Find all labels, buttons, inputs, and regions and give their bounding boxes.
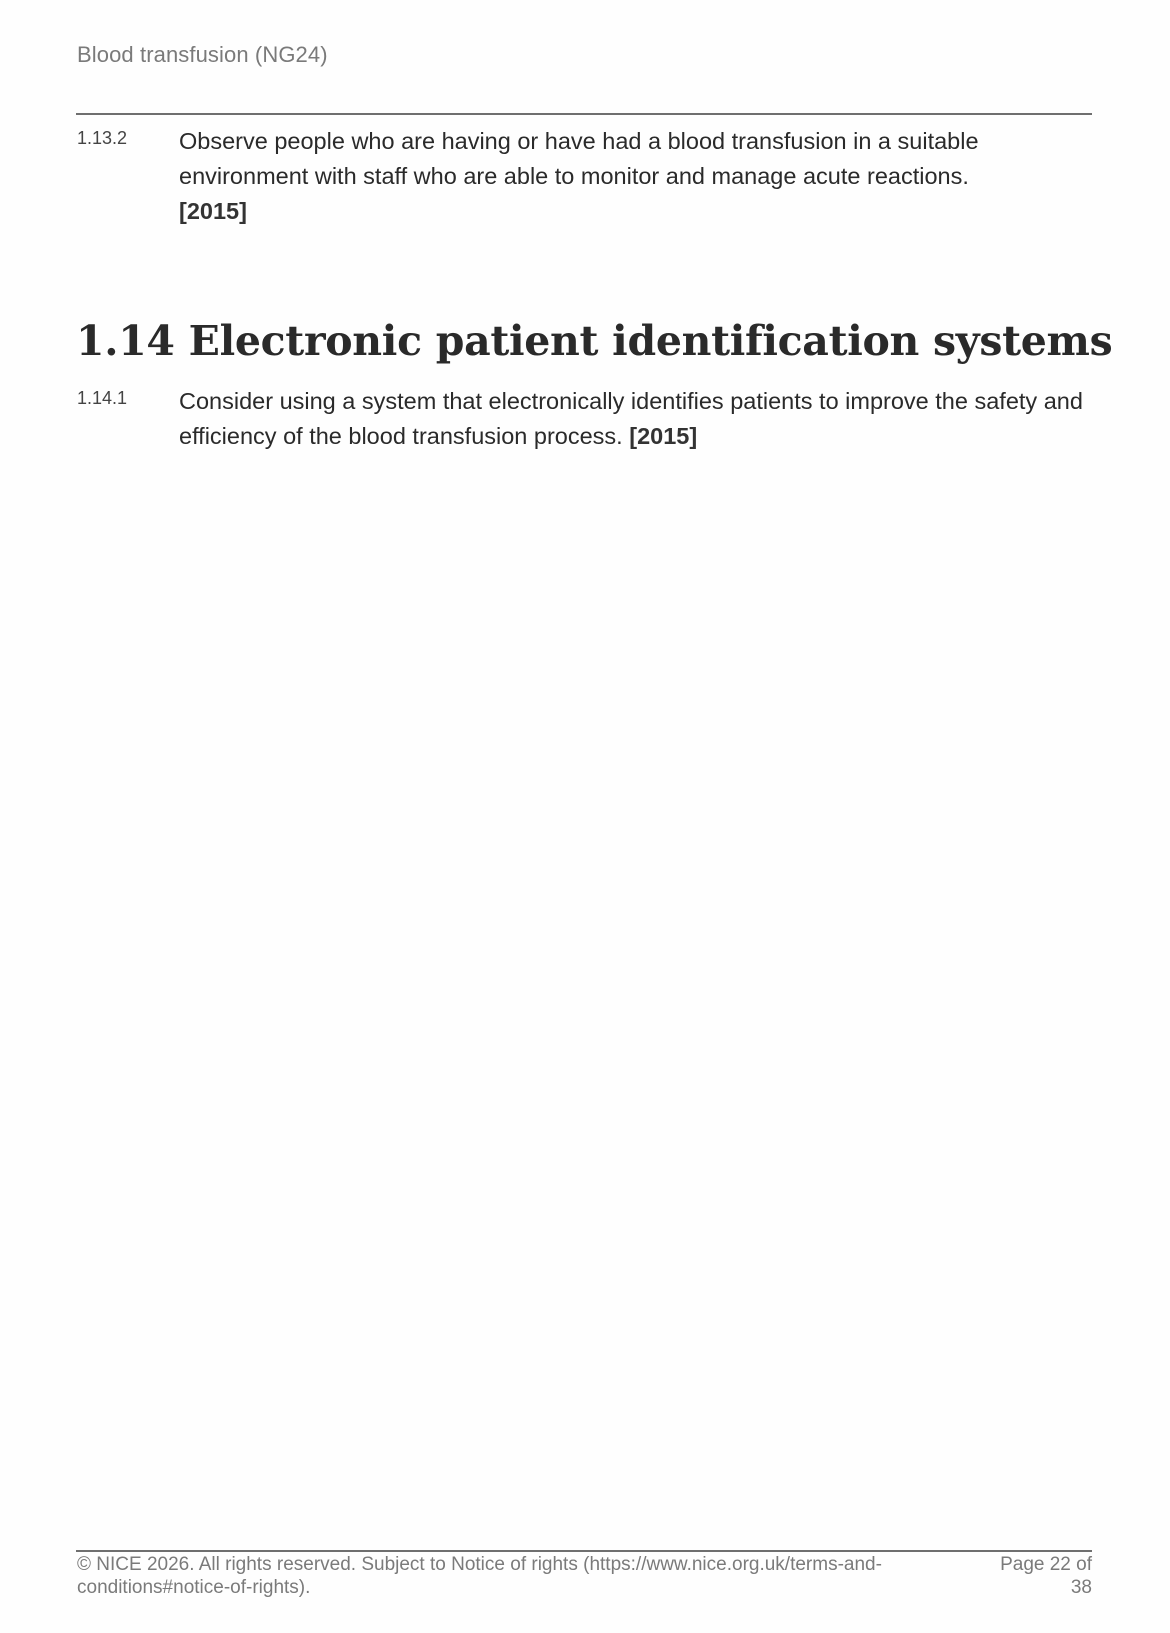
section-heading: 1.14 Electronic patient identification systems bbox=[76, 317, 1113, 365]
recommendation-year: [2015] bbox=[179, 198, 247, 224]
footer-copyright: © NICE 2026. All rights reserved. Subject to Notice of rights (https://www.nice.org.uk/terms-and-conditions#notice-of-rights). bbox=[77, 1554, 882, 1598]
footer-divider bbox=[76, 1550, 1092, 1552]
recommendation-text bbox=[179, 124, 1092, 229]
recommendation-year: [2015] bbox=[629, 423, 698, 449]
recommendation-body: Observe people who are having or have had a blood transfusion in a suitable environment with staff who are able to monitor and manage acute reactions. bbox=[179, 128, 979, 189]
recommendation-1-13-2 bbox=[77, 124, 1092, 234]
footer-page-number: Page 22 of 38 bbox=[1000, 1554, 1092, 1598]
recommendation-body: Consider using a system that electronically identifies patients to improve the safety and efficiency of the blood transfusion process. bbox=[179, 388, 1083, 449]
page-header: Blood transfusion (NG24) bbox=[77, 42, 328, 67]
recommendation-text bbox=[179, 384, 1092, 454]
recommendation-number: 1.13.2 bbox=[77, 128, 128, 148]
recommendation-number: 1.14.1 bbox=[77, 388, 128, 408]
header-divider bbox=[76, 113, 1092, 115]
recommendation-1-14-1 bbox=[77, 384, 1092, 459]
